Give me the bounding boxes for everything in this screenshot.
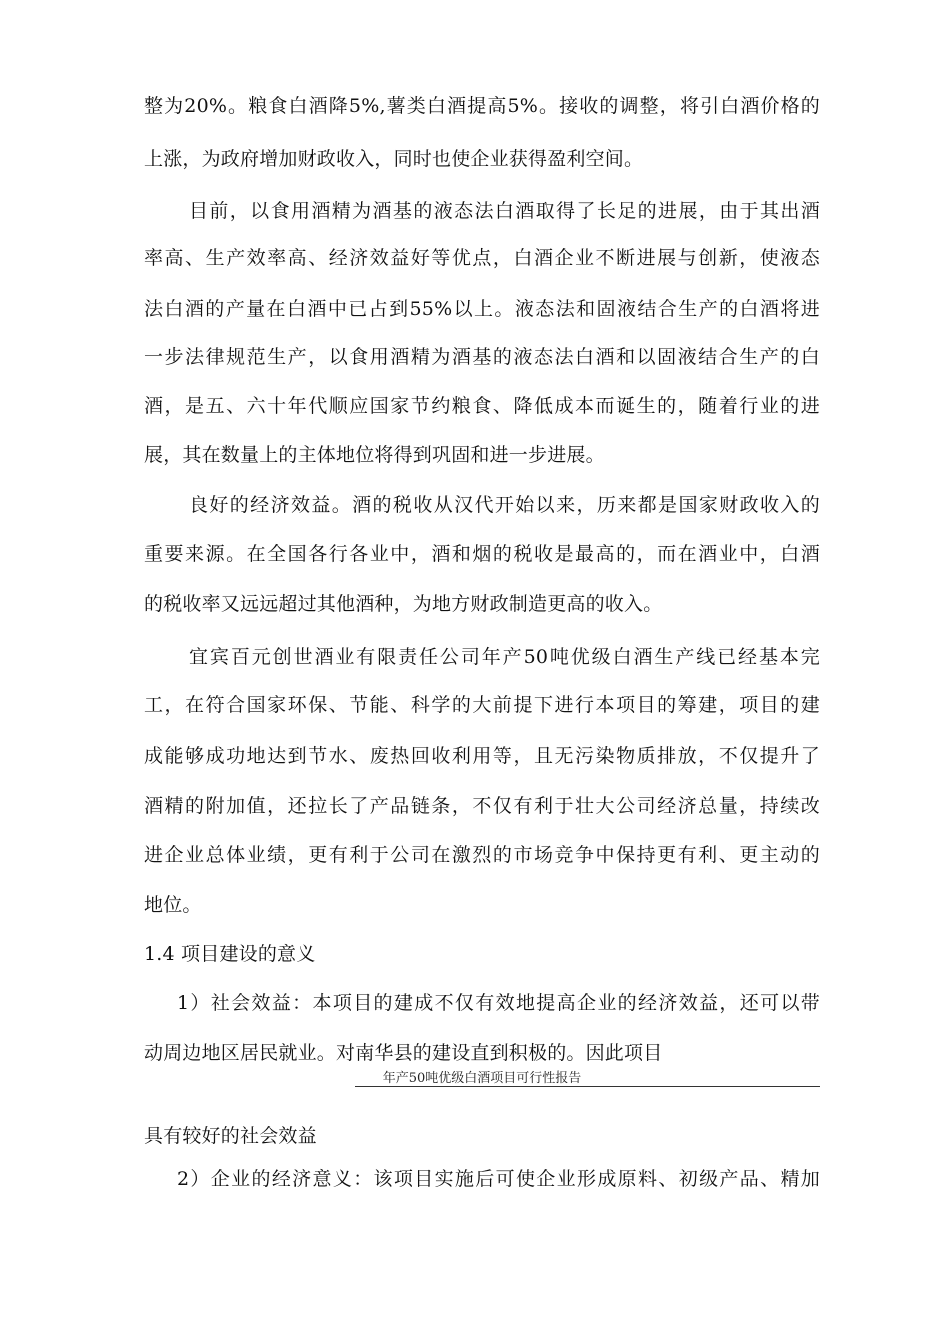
text-line: 法白酒的产量在白酒中已占到55%以上。液态法和固液结合生产的白酒将进 bbox=[144, 298, 820, 320]
running-header: 年产50吨优级白酒项目可行性报告 bbox=[382, 1071, 582, 1086]
text-line: 重要来源。在全国各行各业中，酒和烟的税收是最高的，而在酒业中，白酒 bbox=[144, 543, 820, 565]
paragraph-start: 1）社会效益：本项目的建成不仅有效地提高企业的经济效益，还可以带 bbox=[177, 992, 820, 1014]
paragraph-start: 目前，以食用酒精为酒基的液态法白酒取得了长足的进展，由于其出酒 bbox=[189, 200, 820, 222]
paragraph-start: 2）企业的经济意义：该项目实施后可使企业形成原料、初级产品、精加 bbox=[177, 1168, 820, 1190]
text-line: 的税收率又远远超过其他酒种，为地方财政制造更高的收入。 bbox=[144, 593, 663, 615]
text-line: 上涨，为政府增加财政收入，同时也使企业获得盈利空间。 bbox=[144, 148, 644, 170]
section-heading: 1.4 项目建设的意义 bbox=[144, 943, 316, 965]
text-line: 地位。 bbox=[144, 894, 202, 916]
text-line: 成能够成功地达到节水、废热回收利用等，且无污染物质排放，不仅提升了 bbox=[144, 745, 820, 767]
paragraph-start: 宜宾百元创世酒业有限责任公司年产50吨优级白酒生产线已经基本完 bbox=[189, 646, 820, 668]
text-line: 工，在符合国家环保、节能、科学的大前提下进行本项目的筹建，项目的建 bbox=[144, 694, 820, 716]
text-line: 整为20%。粮食白酒降5%,薯类白酒提高5%。接收的调整，将引白酒价格的 bbox=[144, 95, 820, 117]
header-rule bbox=[355, 1086, 820, 1087]
paragraph-start: 良好的经济效益。酒的税收从汉代开始以来，历来都是国家财政收入的 bbox=[189, 494, 820, 516]
text-line: 具有较好的社会效益 bbox=[144, 1125, 317, 1147]
text-line: 一步法律规范生产，以食用酒精为酒基的液态法白酒和以固液结合生产的白 bbox=[144, 346, 820, 368]
text-line: 率高、生产效率高、经济效益好等优点，白酒企业不断进展与创新，使液态 bbox=[144, 247, 820, 269]
text-line: 展，其在数量上的主体地位将得到巩固和进一步进展。 bbox=[144, 444, 605, 466]
text-line: 动周边地区居民就业。对南华县的建设直到积极的。因此项目 bbox=[144, 1042, 663, 1064]
text-line: 酒精的附加值，还拉长了产品链条，不仅有利于壮大公司经济总量，持续改 bbox=[144, 795, 820, 817]
text-line: 酒，是五、六十年代顺应国家节约粮食、降低成本而诞生的，随着行业的进 bbox=[144, 395, 820, 417]
text-line: 进企业总体业绩，更有利于公司在激烈的市场竞争中保持更有利、更主动的 bbox=[144, 844, 820, 866]
